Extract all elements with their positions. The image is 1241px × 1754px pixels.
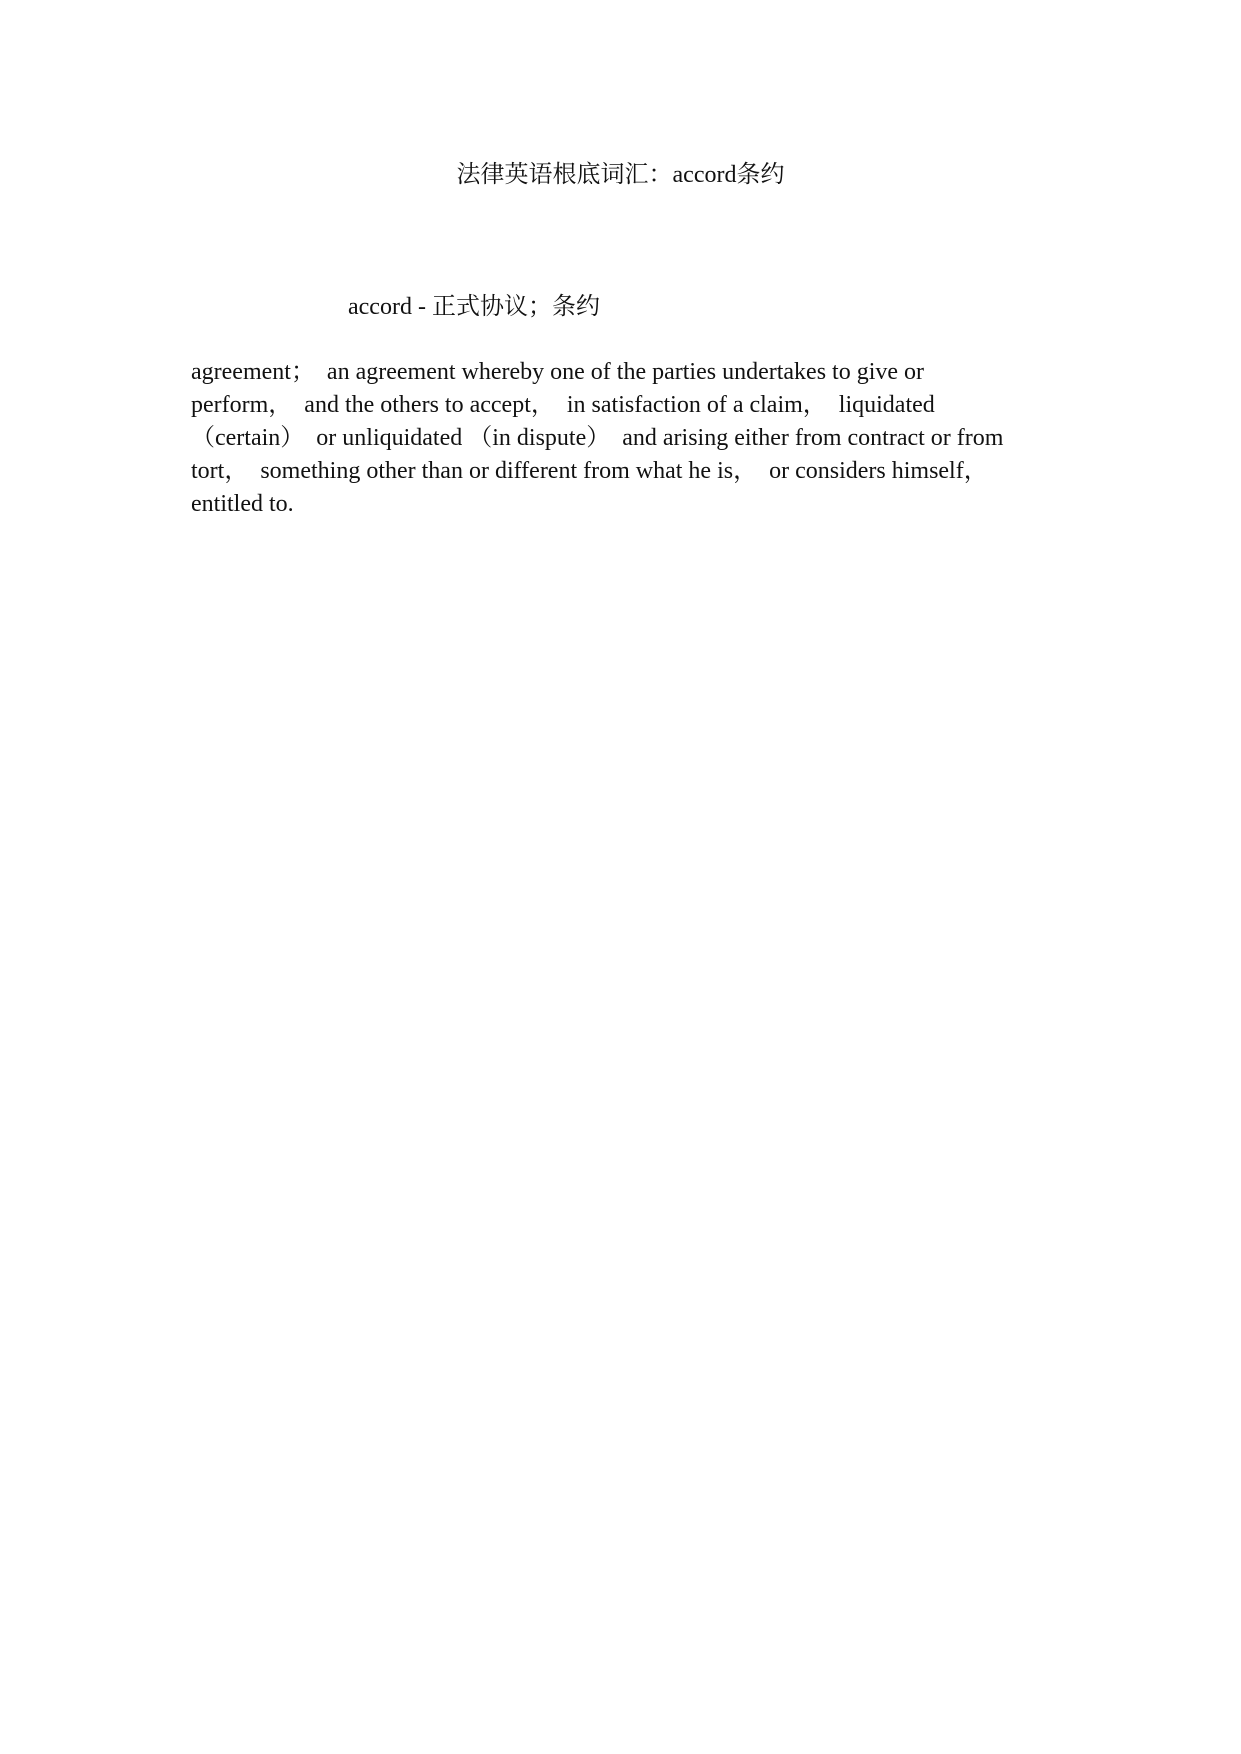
definition-line: tort， something other than or different from what he is， or considers himself， xyxy=(191,458,988,484)
entry-heading: accord - 正式协议；条约 xyxy=(348,294,600,320)
definition-line: （certain） or unliquidated （in dispute） and arising either from contract or from xyxy=(191,425,1004,451)
definition-paragraph xyxy=(191,356,1071,521)
definition-line: agreement； an agreement whereby one of the parties undertakes to give or xyxy=(191,359,925,385)
definition-line: entitled to. xyxy=(191,491,294,517)
page-title: 法律英语根底词汇：accord条约 xyxy=(456,162,785,188)
definition-line: perform， and the others to accept， in satisfaction of a claim， liquidated xyxy=(191,392,935,418)
